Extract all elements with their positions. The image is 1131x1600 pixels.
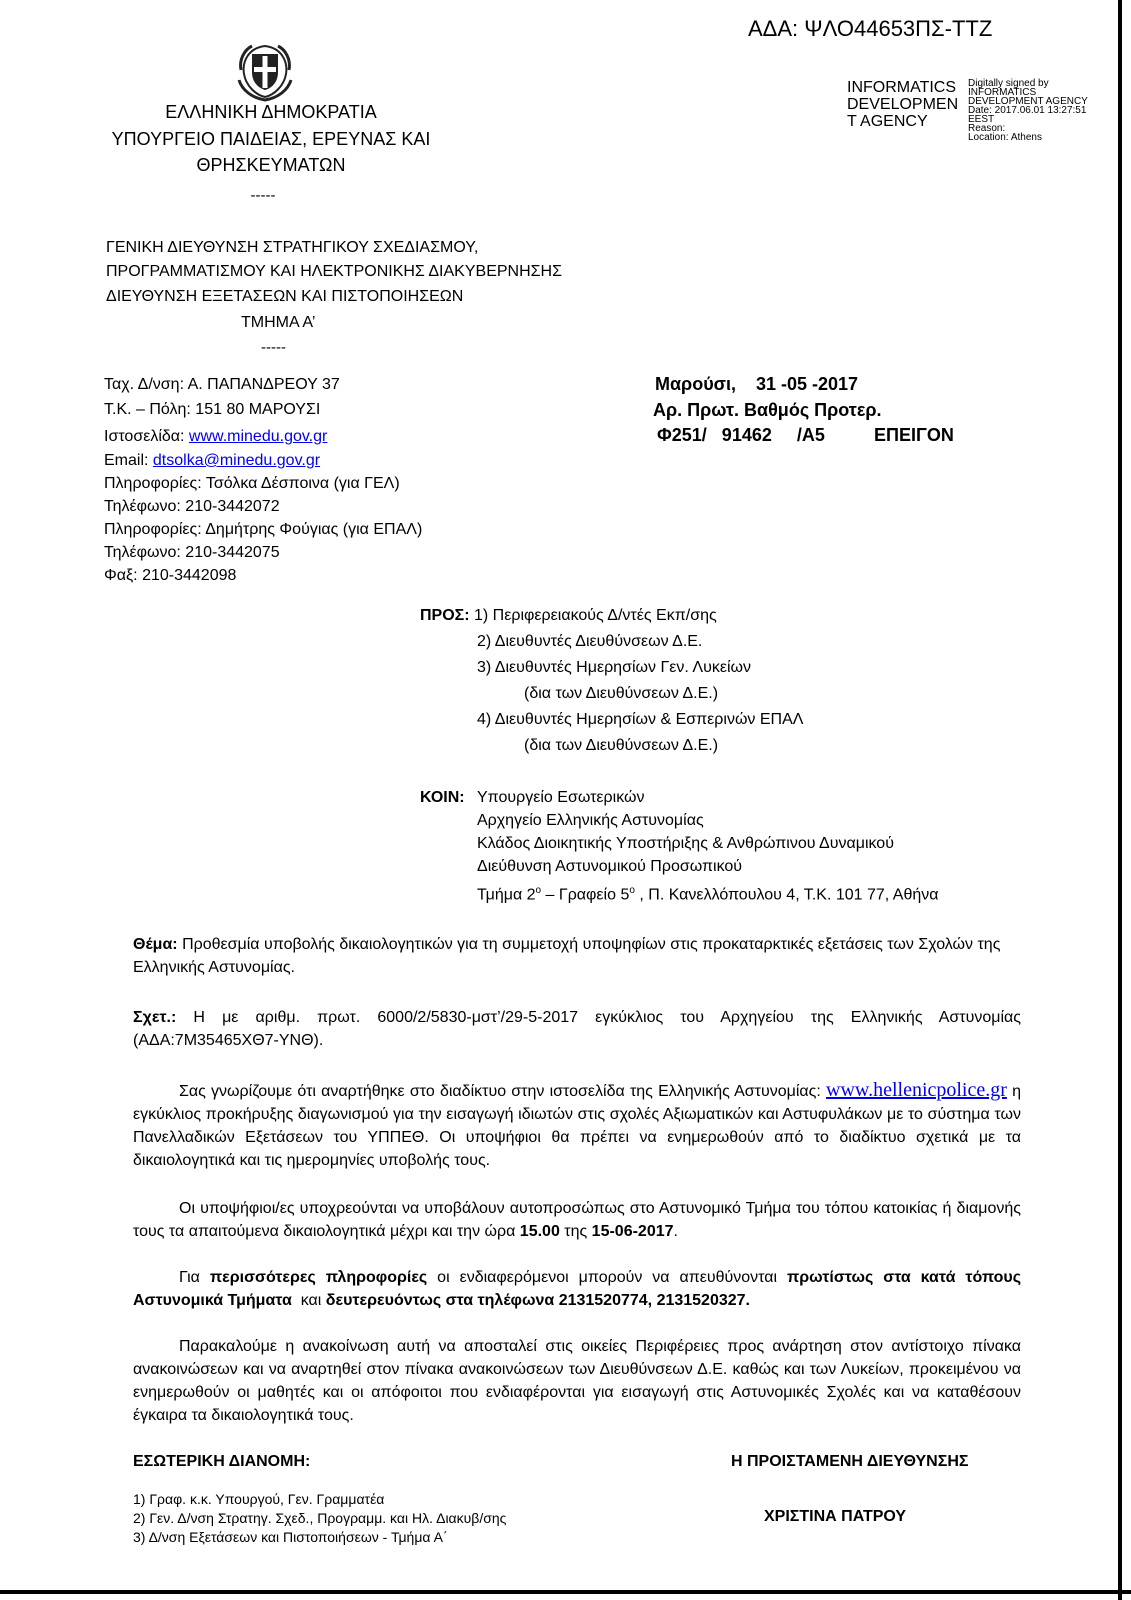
section-title: ΤΜΗΜΑ Α’: [241, 314, 316, 331]
cc-office: – Γραφείο 5: [541, 886, 630, 904]
department-line: ΔΙΕΥΘΥΝΣΗ ΕΞΕΤΑΣΕΩΝ ΚΑΙ ΠΙΣΤΟΠΟΙΗΣΕΩΝ: [106, 288, 464, 305]
related-reference: [133, 1006, 1021, 1052]
contact-postal: Τ.Κ. – Πόλη: 151 80 ΜΑΡΟΥΣΙ: [104, 401, 321, 418]
recipient-line: 2) Διευθυντές Διευθύνσεων Δ.Ε.: [477, 633, 703, 650]
paragraph-text: Σας γνωρίζουμε ότι αναρτήθηκε στο διαδίκτυο στην ιστοσελίδα της Ελληνικής Αστυνομίας:: [179, 1083, 827, 1100]
body-paragraph-2: [133, 1197, 1021, 1243]
signature-detail: EEST: [968, 114, 995, 125]
signer-agency-line: DEVELOPMEN: [847, 96, 959, 113]
signature-detail: DEVELOPMENT AGENCY: [968, 96, 1088, 107]
emphasis-text: περισσότερες πληροφορίες: [209, 1269, 428, 1286]
email-link[interactable]: dtsolka@minedu.gov.gr: [152, 452, 321, 469]
deadline-time: 15.00: [519, 1223, 560, 1240]
recipient-line: 3) Διευθυντές Ημερησίων Γεν. Λυκείων: [477, 659, 752, 676]
contact-info-epal: Πληροφορίες: Δημήτρης Φούγιας (για ΕΠΑΛ): [104, 521, 423, 538]
related-text: Η με αριθμ. πρωτ. 6000/2/5830-μστ’/29-5-2017 εγκύκλιος του Αρχηγείου της Ελληνικής Αστυνομίας (ΑΔΑ:7Μ35465ΧΘ7-ΥΝΘ).: [133, 1009, 1021, 1049]
cc-line: Κλάδος Διοικητικής Υποστήριξης & Ανθρώπινου Δυναμικού: [477, 835, 894, 852]
cc-line: Υπουργείο Εσωτερικών: [477, 789, 645, 806]
ministry-line-1: ΥΠΟΥΡΓΕΙΟ ΠΑΙΔΕΙΑΣ, ΕΡΕΥΝΑΣ ΚΑΙ: [111, 129, 431, 149]
signature-location: Location: Athens: [968, 132, 1042, 143]
cc-label: ΚΟΙΝ:: [420, 789, 465, 806]
paragraph-text: της: [559, 1223, 592, 1240]
paragraph-text: η εγκύκλιος προκήρυξης διαγωνισμού για την εισαγωγή ιδιωτών στις σχολές Αξιωματικών και Αστυφυλάκων με το σύστημα των Πανελλαδικών Εξετάσεων του ΥΠΠΕΘ. Οι υποψήφιοι θα πρέπει να ενημερωθούν από το διαδίκτυο σχετικά με τα δικαιολογητικά και τις ημερομηνίες υποβολής τους.: [133, 1083, 1022, 1169]
contact-info-gel: Πληροφορίες: Τσόλκα Δέσποινα (για ΓΕΛ): [104, 475, 400, 492]
recipient-line: (δια των Διευθύνσεων Δ.Ε.): [524, 737, 719, 754]
separator: -----: [250, 187, 276, 204]
page-border-bottom: [0, 1590, 1131, 1594]
signature-detail: Digitally signed by: [968, 78, 1049, 89]
greek-coat-of-arms-icon: [234, 40, 296, 102]
recipient-line: 1) Περιφερειακούς Δ/ντές Εκπ/σης: [474, 607, 717, 624]
subject-text: Προθεσμία υποβολής δικαιολογητικών για τη συμμετοχή υποψηφίων στις προκαταρκτικές εξετάσεις των Σχολών της Ελληνικής Αστυνομίας.: [133, 936, 1001, 976]
signatory-role: Η ΠΡΟΙΣΤΑΜΕΝΗ ΔΙΕΥΘΥΝΣΗΣ: [731, 1453, 969, 1470]
contact-email: [104, 449, 320, 472]
website-label: Ιστοσελίδα:: [104, 428, 189, 445]
priority-label: ΕΠΕΙΓΟΝ: [874, 425, 954, 445]
body-paragraph-4: Παρακαλούμε η ανακοίνωση αυτή να αποσταλεί στις οικείες Περιφέρειες προς ανάρτηση στον αντίστοιχο πίνακα ανακοινώσεων και να αναρτηθεί στον πίνακα ανακοινώσεων των Διευθύνσεων Δ.Ε. καθώς και των Λυκείων, προκειμένου να ενημερωθούν οι μαθητές και οι απόφοιτοι που ενδιαφέρονται για εισαγωγή στις Αστυνομικές Σχολές και να καταθέσουν έγκαιρα τα δικαιολογητικά τους.: [133, 1338, 1021, 1424]
recipient-line: 4) Διευθυντές Ημερησίων & Εσπερινών ΕΠΑΛ: [477, 711, 804, 728]
internal-distribution-item: 1) Γραφ. κ.κ. Υπουργού, Γεν. Γραμματέα: [133, 1491, 385, 1507]
cc-line-address: [477, 879, 939, 906]
signatory-name: ΧΡΙΣΤΙΝΑ ΠΑΤΡΟΥ: [764, 1508, 907, 1525]
paragraph-text: και: [291, 1292, 326, 1309]
contact-phone-epal: Τηλέφωνο: 210-3442075: [104, 544, 280, 561]
internal-distribution-item: 3) Δ/νση Εξετάσεων και Πιστοποιήσεων - Τμήμα Α΄: [133, 1529, 448, 1545]
paragraph-text: Οι υποψήφιοι/ες υποχρεούνται να υποβάλουν αυτοπροσώπως στο Αστυνομικό Τμήμα του τόπου κατοικίας ή διαμονής τους τα απαιτούμενα δικαιολογητικά μέχρι και την ώρα: [133, 1200, 1021, 1240]
recipient-line: (δια των Διευθύνσεων Δ.Ε.): [524, 685, 719, 702]
cc-address: , Π. Κανελλόπουλου 4, Τ.Κ. 101 77, Αθήνα: [634, 886, 939, 904]
cc-line: Διεύθυνση Αστυνομικού Προσωπικού: [477, 858, 743, 875]
cc-line: Αρχηγείο Ελληνικής Αστυνομίας: [477, 812, 704, 829]
department-line: ΠΡΟΓΡΑΜΜΑΤΙΣΜΟΥ ΚΑΙ ΗΛΕΚΤΡΟΝΙΚΗΣ ΔΙΑΚΥΒΕΡΝΗΣΗΣ: [106, 263, 562, 280]
recipients-label: ΠΡΟΣ:: [420, 607, 470, 624]
protocol-label: Αρ. Πρωτ. Βαθμός Προτερ.: [653, 400, 882, 420]
body-paragraph-1: [133, 1079, 1021, 1172]
emphasis-phones: δευτερευόντως στα τηλέφωνα 2131520774, 2131520327.: [325, 1292, 750, 1309]
protocol-number: Φ251/ 91462 /Α5: [657, 425, 825, 445]
cc-dept: Τμήμα 2: [477, 886, 536, 904]
superscript: ο: [629, 885, 635, 896]
page-border-right: [1118, 0, 1122, 1600]
website-link[interactable]: www.minedu.gov.gr: [188, 428, 328, 445]
subject: [133, 933, 1021, 979]
internal-distribution-item: 2) Γεν. Δ/νση Στρατηγ. Σχεδ., Προγραμμ. και Ηλ. Διακυβ/σης: [133, 1510, 507, 1526]
deadline-date: 15-06-2017: [591, 1223, 674, 1240]
signer-agency-line: INFORMATICS: [847, 79, 957, 96]
ministry-line-2: ΘΡΗΣΚΕΥΜΑΤΩΝ: [196, 155, 346, 175]
republic-title: ΕΛΛΗΝΙΚΗ ΔΗΜΟΚΡΑΤΙΑ: [165, 102, 377, 122]
related-label: Σχετ.:: [133, 1009, 177, 1026]
place-date: Μαρούσι, 31 -05 -2017: [655, 374, 859, 394]
emphasis-text: πρωτίστως στα κατά τόπους Αστυνομικά Τμήματα: [133, 1269, 1022, 1309]
signer-agency-line: T AGENCY: [847, 113, 928, 130]
paragraph-text: .: [673, 1223, 678, 1240]
signature-detail: Reason:: [968, 123, 1006, 134]
subject-label: Θέμα:: [133, 936, 178, 953]
police-website-link[interactable]: www.hellenicpolice.gr: [826, 1079, 1007, 1101]
ada-code: ΑΔΑ: ΨΛΟ44653ΠΣ-ΤΤΖ: [748, 16, 993, 41]
contact-address: Ταχ. Δ/νση: Α. ΠΑΠΑΝΔΡΕΟΥ 37: [104, 376, 340, 393]
paragraph-text: οι ενδιαφερόμενοι μπορούν να απευθύνονται: [427, 1269, 788, 1286]
internal-distribution-title: ΕΣΩΤΕΡΙΚΗ ΔΙΑΝΟΜΗ:: [133, 1453, 311, 1470]
paragraph-text: Για: [179, 1269, 210, 1286]
body-paragraph-3: [133, 1266, 1021, 1312]
contact-fax: Φαξ: 210-3442098: [104, 567, 237, 584]
department-line: ΓΕΝΙΚΗ ΔΙΕΥΘΥΝΣΗ ΣΤΡΑΤΗΓΙΚΟΥ ΣΧΕΔΙΑΣΜΟΥ,: [106, 239, 479, 256]
signature-date: Date: 2017.06.01 13:27:51: [968, 105, 1087, 116]
contact-website: [104, 425, 327, 448]
contact-phone-gel: Τηλέφωνο: 210-3442072: [104, 498, 280, 515]
email-label: Email:: [104, 452, 153, 469]
separator: -----: [261, 339, 286, 356]
superscript: ο: [535, 885, 542, 896]
signature-detail: INFORMATICS: [968, 87, 1037, 98]
